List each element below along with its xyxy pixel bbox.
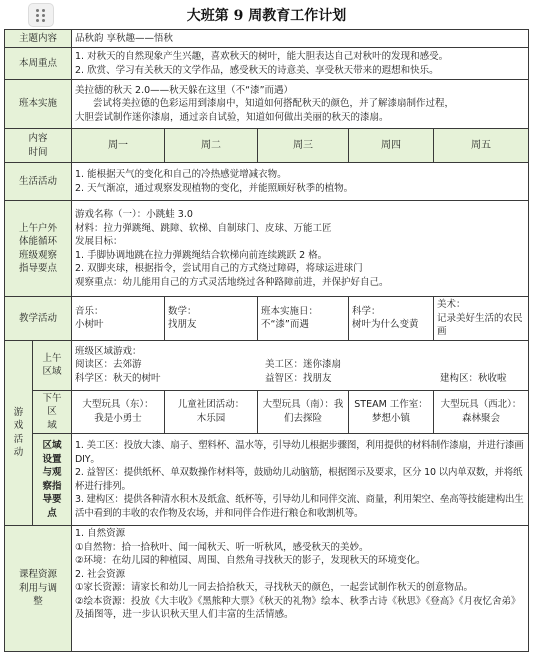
resources-content: [72, 526, 529, 652]
game-label-char: 游: [13, 406, 24, 418]
weekday-header-row: [5, 129, 529, 163]
morning-area-row: [75, 358, 525, 372]
afternoon-label-line: 下午: [42, 392, 62, 404]
afternoon-label-line: 域: [47, 419, 57, 431]
teaching-friday: [434, 297, 529, 341]
afternoon-thursday: [349, 390, 434, 434]
focus-line: 2. 欣赏、学习有关秋天的文学作品，感受秋天的诗意美、享受秋天带来的遐想和快乐。: [75, 64, 439, 76]
teaching-topic: 记录美好生活的农民画: [437, 312, 523, 337]
morning-area-content: [72, 340, 529, 390]
support-label-line: 区域: [42, 440, 62, 451]
class-practice-content: [72, 80, 529, 129]
game-label-char: 动: [13, 447, 24, 459]
resources-line: ②环境：在幼儿园的种植园、周围、自然角寻找秋天的影子，发现秋天的环境变化。: [75, 555, 426, 566]
content-label: 内容: [28, 133, 48, 144]
time-label: 时间: [28, 146, 48, 158]
life-line: 2. 天气渐凉，通过观察发现植物的变化，并能照顾好秋季的植物。: [75, 182, 354, 194]
teaching-thursday: [349, 297, 434, 341]
resources-label-line: 课程资源: [19, 569, 58, 581]
game-label-char: 活: [13, 433, 24, 445]
morning-area-row: [75, 372, 525, 386]
area-puzzle: 益智区：找朋友: [265, 372, 332, 384]
content-time-label: [5, 129, 72, 163]
teaching-label: 教学活动: [5, 297, 72, 341]
day-tuesday: 周二: [165, 129, 258, 163]
focus-row: [5, 48, 529, 80]
resources-line: ①自然物：拾一拾秋叶、闻一闻秋天、听一听秋风，感受秋天的美妙。: [75, 541, 369, 553]
afternoon-activity-name: 我是小勇士: [94, 412, 142, 424]
area-science: 科学区：秋天的树叶: [75, 372, 161, 384]
resources-label: [5, 526, 72, 652]
focus-line: 1. 对秋天的自然现象产生兴趣，喜欢秋天的树叶，能大胆表达自己对秋叶的发现和感受。: [75, 51, 449, 62]
day-friday: 周五: [434, 129, 529, 163]
outdoor-label-line: 班级观察: [19, 249, 58, 261]
teaching-wednesday: [258, 297, 349, 341]
support-line: 3. 建构区：提供各种清水积木及纸盒、纸杯等，引导幼儿和同伴交流、商量，利用架空、垒高等技能建构出生活中看到的丰收的农作物及农场，并和同伴合作进行粮仓和收割机等。: [75, 494, 524, 519]
outdoor-line: 材料：拉力弹跳绳、跳障、软梯、自制球门、皮球、万能工匠: [75, 222, 332, 234]
teaching-monday: [72, 297, 165, 341]
afternoon-label-line: 区: [47, 406, 57, 417]
area-construction: 建构区：秋收啦: [440, 372, 507, 384]
support-content: [72, 434, 529, 526]
teaching-subject: 音乐：: [75, 305, 104, 317]
area-art: 美工区：迷你漆扇: [265, 359, 342, 371]
day-monday: 周一: [72, 129, 165, 163]
game-afternoon-row: [5, 390, 529, 434]
afternoon-activity-name: 梦想小镇: [372, 412, 411, 424]
afternoon-activity: STEAM 工作室：: [354, 399, 428, 411]
morning-area-label: [33, 340, 72, 390]
morning-area-title: 班级区域游戏：: [75, 345, 142, 357]
teaching-row: [5, 297, 529, 341]
morning-label-line: 上午: [42, 352, 62, 364]
support-label-line: 察指: [42, 480, 62, 492]
outdoor-line: 游戏名称（一）：小跳蛙 3.0: [75, 209, 193, 220]
teaching-topic: 小树叶: [75, 319, 104, 331]
support-label-line: 导要: [42, 494, 62, 505]
focus-content: [72, 48, 529, 80]
teaching-topic: 不“漆”而遇: [261, 319, 309, 331]
day-wednesday: 周三: [258, 129, 349, 163]
resources-line: ②绘本资源：投放《大丰收》《黑熊种大票》《秋天的礼物》绘本、秋季古诗《秋思》《登高》《月夜忆舍弟》及插图等，进一步认识秋天里人们丰富的生活情感。: [75, 595, 521, 620]
class-practice-line: 大胆尝试制作迷你漆扇，通过亲自试验，知道如何做出美丽的秋天的漆扇。: [75, 111, 389, 123]
afternoon-monday: [72, 390, 165, 434]
outdoor-label-line: 指导要点: [19, 263, 58, 274]
top-bar: [0, 0, 533, 30]
resources-label-line: 整: [33, 596, 43, 608]
teaching-topic: 找朋友: [168, 319, 197, 331]
life-label: 生活活动: [5, 163, 72, 201]
afternoon-wednesday: 大型玩具（南）：我们去探险: [258, 390, 349, 434]
game-label: [5, 340, 33, 526]
theme-label: 主题内容: [5, 30, 72, 48]
support-label-line: 与观: [42, 467, 62, 478]
resources-line: ①家长资源：请家长和幼儿一同去拾拾秋天，寻找秋天的颜色，一起尝试制作秋天的创意物品。: [75, 582, 474, 593]
outdoor-content: [72, 201, 529, 297]
outdoor-label-line: 体能循环: [19, 236, 58, 247]
class-practice-row: [5, 80, 529, 129]
class-practice-line: 美拉德的秋天 2.0——秋天躲在这里（不“漆”而遇）: [75, 84, 293, 96]
support-label-line: 设置: [42, 453, 62, 465]
support-line: 1. 美工区：投放大漆、扇子、塑料杯、温水等，引导幼儿根据步骤图，利用提供的材料制作漆扇，并进行漆画 DIY。: [75, 440, 524, 465]
afternoon-activity: 大型玩具（东）：: [82, 399, 154, 411]
teaching-subject: 美术：: [437, 299, 466, 310]
support-line: 2. 益智区：提供纸杯、单双数操作材料等，鼓励幼儿动脑筋，根据图示及要求，区分 10 以内单双数，并将纸杯进行排列。: [75, 467, 523, 492]
outdoor-line: 发展目标：: [75, 236, 123, 247]
teaching-topic: 树叶为什么变黄: [352, 319, 419, 331]
teaching-subject: 数学：: [168, 305, 197, 317]
resources-row: [5, 526, 529, 652]
game-morning-row: [5, 340, 529, 390]
outdoor-row: [5, 201, 529, 297]
plan-table: [4, 29, 529, 652]
resources-line: 2. 社会资源: [75, 568, 126, 580]
life-line: 1. 能根据天气的变化和自己的冷热感觉增减衣物。: [75, 169, 287, 180]
afternoon-activity-name: 木乐园: [196, 412, 226, 424]
support-label: [33, 434, 72, 526]
theme-row: [5, 30, 529, 48]
resources-line: 1. 自然资源: [75, 528, 126, 539]
outdoor-line: 1. 手脚协调地跳在拉力弹跳绳结合软梯向前连续跳跃 2 格。: [75, 249, 328, 261]
teaching-subject: 科学：: [352, 305, 381, 317]
life-content: [72, 163, 529, 201]
area-reading: 阅读区：去郊游: [75, 359, 142, 371]
afternoon-tuesday: [165, 390, 258, 434]
theme-value: 品秋韵 享秋趣——悟秋: [72, 30, 529, 48]
afternoon-area-label: [33, 390, 72, 434]
game-label-char: 戏: [13, 420, 24, 432]
outdoor-line: 观察重点：幼儿能用自己的方式灵活地绕过各种路障前进，并保护好自己。: [75, 276, 389, 288]
teaching-tuesday: [165, 297, 258, 341]
teaching-subject: 班本实施日：: [261, 305, 319, 317]
class-practice-label: 班本实施: [5, 80, 72, 129]
outdoor-label-line: 上午户外: [19, 222, 58, 234]
page-title: 大班第 9 周教育工作计划: [186, 8, 347, 24]
outdoor-label: [5, 201, 72, 297]
class-practice-line: 尝试将美拉德的色彩运用到漆扇中，知道如何搭配秋天的颜色，并了解漆扇制作过程，: [93, 98, 455, 110]
day-thursday: 周四: [349, 129, 434, 163]
life-row: [5, 163, 529, 201]
game-support-row: [5, 434, 529, 526]
afternoon-activity: 儿童社团活动：: [177, 399, 245, 411]
outdoor-line: 2. 双脚夹球，根据指令，尝试用自己的方式绕过障碍，将球运进球门: [75, 263, 363, 274]
support-label-line: 点: [47, 507, 57, 519]
morning-label-line: 区域: [42, 366, 62, 377]
resources-label-line: 利用与调: [19, 582, 58, 594]
focus-label: 本周重点: [5, 48, 72, 80]
afternoon-friday: 大型玩具（西北）：森林聚会: [434, 390, 529, 434]
